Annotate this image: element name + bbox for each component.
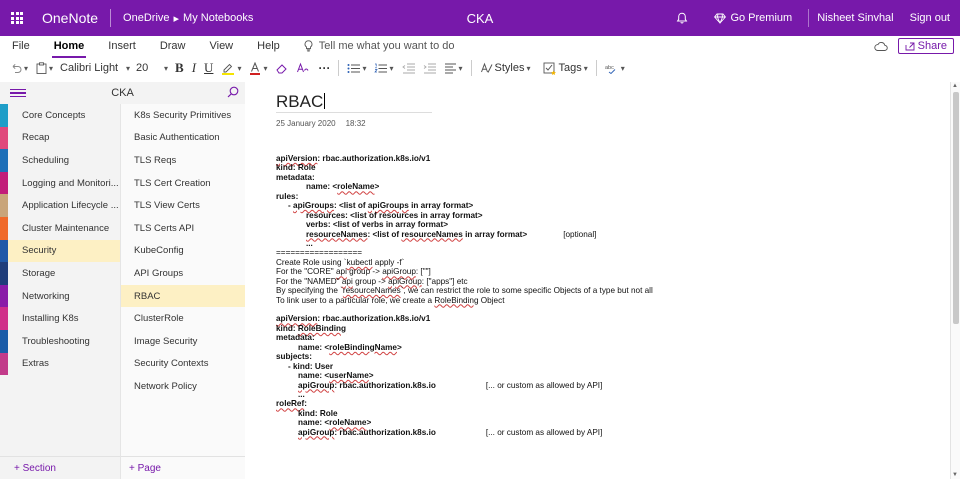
section-list — [0, 104, 120, 456]
breadcrumb-my-notebooks[interactable]: My Notebooks — [183, 12, 254, 24]
text-cursor — [324, 93, 325, 109]
tell-me-label: Tell me what you want to do — [318, 40, 455, 52]
note-text: group -> — [346, 267, 383, 277]
chevron-down-icon: ▾ — [583, 63, 588, 73]
add-section-button[interactable]: + Section — [0, 456, 120, 479]
hamburger-menu-icon[interactable] — [10, 89, 26, 98]
note-text: group -> — [352, 276, 389, 286]
note-text: - — [288, 201, 294, 211]
section-color-tab — [0, 149, 8, 172]
page-title[interactable]: RBAC — [276, 92, 324, 111]
note-line: verbs: <list of verbs in array format> — [306, 220, 448, 230]
tags-label: Tags — [558, 62, 582, 74]
section-item[interactable] — [0, 240, 120, 263]
add-page-button[interactable]: + Page — [120, 456, 245, 479]
note-text: roleName — [329, 418, 367, 428]
tab-insert[interactable]: Insert — [108, 40, 136, 52]
section-label: Storage — [22, 267, 56, 279]
page-date: 25 January 2020 — [276, 119, 336, 128]
header-divider — [110, 9, 111, 27]
section-label: Cluster Maintenance — [22, 222, 110, 234]
ribbon-divider — [471, 60, 472, 76]
chevron-down-icon: ▾ — [620, 63, 625, 73]
section-label: Recap — [22, 132, 50, 144]
chevron-down-icon: ▾ — [237, 63, 242, 73]
app-header — [0, 0, 960, 36]
page-item[interactable]: Network Policy — [134, 380, 197, 392]
page-timestamp — [276, 119, 366, 128]
note-text: RoleBinding — [297, 323, 347, 333]
paste-button[interactable] — [32, 57, 57, 79]
page-item[interactable]: ClusterRole — [134, 313, 184, 325]
section-item[interactable] — [0, 172, 120, 195]
section-label: Application Lifecycle ... — [22, 200, 119, 212]
ribbon-tabs — [0, 36, 960, 56]
app-launcher-button[interactable] — [4, 0, 30, 36]
ribbon-divider — [596, 60, 597, 76]
page-time: 18:32 — [345, 119, 366, 128]
chevron-down-icon: ▾ — [458, 63, 463, 73]
note-text: [optional] — [563, 229, 597, 239]
note-text: kubectl — [346, 257, 373, 267]
share-button[interactable] — [898, 38, 954, 54]
note-line — [276, 324, 653, 333]
note-line — [276, 286, 653, 295]
numbering-button[interactable] — [370, 57, 397, 79]
note-text: apiVersion — [276, 314, 318, 324]
note-line — [276, 428, 653, 437]
font-size-value: 20 — [136, 62, 149, 74]
note-text: apiGroup — [388, 276, 422, 286]
waffle-icon — [11, 12, 23, 24]
chevron-down-icon: ▾ — [24, 63, 29, 73]
note-line: rules: — [276, 191, 299, 201]
font-color-icon — [249, 62, 261, 75]
section-color-tab — [0, 330, 8, 353]
section-label: Installing K8s — [22, 313, 79, 325]
note-text: : <list of — [333, 201, 368, 211]
styles-icon — [480, 62, 493, 74]
align-icon — [444, 63, 457, 74]
section-color-tab — [0, 127, 8, 150]
diamond-icon — [714, 13, 726, 24]
note-text: Create Role using ` — [276, 257, 347, 267]
page-item[interactable]: TLS Reqs — [134, 154, 177, 166]
tab-home[interactable]: Home — [42, 36, 97, 56]
tell-me-search[interactable] — [304, 40, 455, 52]
decrease-indent-button[interactable] — [398, 57, 419, 79]
section-label: Scheduling — [22, 154, 70, 166]
chevron-down-icon: ▾ — [526, 63, 531, 73]
note-line — [276, 399, 653, 408]
note-line — [276, 277, 653, 286]
section-label: Extras — [22, 358, 49, 370]
chevron-down-icon: ▾ — [362, 63, 367, 73]
chevron-down-icon: ▾ — [263, 63, 268, 73]
go-premium-button[interactable] — [706, 0, 800, 36]
section-item[interactable] — [0, 262, 120, 285]
note-text: For the "CORE" — [276, 267, 336, 277]
page-item[interactable]: TLS View Certs — [134, 200, 200, 212]
section-label: Logging and Monitori... — [22, 177, 119, 189]
clipboard-icon — [36, 62, 47, 74]
note-text: apply -f` — [372, 257, 405, 267]
page-item[interactable]: Basic Authentication — [134, 132, 220, 144]
section-color-tab — [0, 194, 8, 217]
page-canvas[interactable] — [245, 82, 950, 479]
chevron-down-icon: ▾ — [126, 63, 131, 73]
sign-out-link[interactable]: Sign out — [909, 12, 950, 24]
note-text: > — [374, 182, 380, 192]
sync-status-icon[interactable] — [874, 41, 888, 52]
section-color-tab — [0, 104, 8, 127]
section-item[interactable] — [0, 330, 120, 353]
section-item[interactable] — [0, 353, 120, 376]
underline-button[interactable]: U — [204, 60, 214, 75]
section-item[interactable] — [0, 194, 120, 217]
note-text: : rbac.authorization.k8s.io — [334, 380, 436, 390]
section-color-tab — [0, 353, 8, 376]
note-text: name: < — [298, 418, 330, 428]
note-line — [276, 418, 653, 427]
ribbon-divider — [338, 60, 339, 76]
note-outline[interactable] — [276, 154, 653, 437]
note-text: apiGroup — [298, 427, 335, 437]
page-item[interactable]: K8s Security Primitives — [134, 109, 232, 121]
note-text: in array format> — [408, 201, 474, 211]
chevron-down-icon: ▾ — [49, 63, 54, 73]
page-list — [120, 104, 245, 456]
note-line: kind: Role — [298, 408, 338, 418]
font-color-button[interactable] — [245, 57, 271, 79]
notebook-name: CKA — [111, 87, 134, 99]
tag-checkbox-icon — [543, 62, 557, 75]
title-underline — [276, 112, 432, 113]
section-color-tab — [0, 240, 8, 263]
note-line: ... — [306, 238, 313, 248]
breadcrumb-onedrive[interactable]: OneDrive — [123, 12, 170, 24]
numbered-list-icon — [374, 63, 387, 74]
note-line — [276, 201, 653, 210]
highlight-button[interactable] — [217, 57, 245, 79]
chevron-down-icon: ▾ — [164, 63, 169, 73]
increase-indent-button[interactable] — [419, 57, 440, 79]
note-text: : — [304, 399, 307, 409]
note-text: resourceNames — [401, 229, 463, 239]
note-line: metadata: — [276, 333, 315, 343]
note-text: apiGroup — [382, 267, 416, 277]
note-text: in array format> — [462, 229, 528, 239]
page-item[interactable]: API Groups — [134, 267, 184, 279]
styles-label: Styles — [494, 62, 525, 74]
go-premium-label: Go Premium — [730, 12, 793, 24]
note-text: By specifying the ` — [276, 286, 343, 296]
note-text: To link user to a particular role, we create a — [276, 295, 435, 305]
note-text: roleRef — [276, 399, 305, 409]
section-item[interactable] — [0, 307, 120, 330]
note-text: name: < — [306, 182, 338, 192]
tab-draw[interactable]: Draw — [159, 40, 186, 52]
notifications-button[interactable] — [668, 0, 696, 36]
scroll-down-icon[interactable]: ▼ — [952, 472, 958, 478]
note-text: name: < — [298, 342, 330, 352]
note-text: api — [335, 267, 347, 277]
paragraph-alignment-button[interactable] — [440, 57, 467, 79]
font-family-value: Calibri Light — [60, 62, 119, 74]
highlighter-icon — [221, 62, 235, 75]
section-color-tab — [0, 217, 8, 240]
note-line: subjects: — [276, 352, 312, 362]
page-item[interactable]: KubeConfig — [134, 245, 184, 257]
note-line — [276, 258, 653, 267]
share-label: Share — [917, 40, 947, 52]
note-text: > — [368, 371, 374, 381]
note-text: name: < — [298, 371, 330, 381]
section-label: Networking — [22, 290, 70, 302]
tags-button[interactable] — [539, 57, 592, 79]
note-line — [276, 314, 653, 323]
note-line: ================== — [276, 248, 363, 258]
page-item[interactable]: TLS Certs API — [134, 222, 195, 234]
note-text: : [""] — [415, 267, 431, 277]
note-text: apiGroups — [293, 201, 334, 211]
spelling-button[interactable] — [601, 57, 629, 79]
page-item[interactable]: RBAC — [121, 285, 245, 308]
note-text: Object — [478, 295, 505, 305]
note-text: resourceNames — [342, 286, 401, 296]
font-size-select[interactable] — [133, 57, 171, 79]
note-text: : rbac.authorization.k8s.io — [334, 427, 436, 437]
note-text: > — [366, 418, 372, 428]
page-item[interactable]: Image Security — [134, 335, 198, 347]
chevron-down-icon: ▾ — [389, 63, 394, 73]
navigation-header — [0, 82, 245, 104]
text-effects-button[interactable] — [292, 57, 314, 79]
bold-button[interactable]: B — [175, 60, 184, 75]
section-item[interactable] — [0, 285, 120, 308]
note-line — [276, 343, 653, 352]
lightbulb-icon — [304, 40, 313, 52]
text-effects-icon — [296, 62, 310, 74]
section-item[interactable] — [0, 104, 120, 127]
tab-view[interactable]: View — [209, 40, 234, 52]
note-text: : rbac.authorization.k8s.io/v1 — [317, 154, 431, 163]
undo-button[interactable] — [6, 57, 32, 79]
bullets-button[interactable] — [343, 57, 370, 79]
note-text: [... or custom as allowed by API] — [485, 427, 603, 437]
blank-line — [276, 305, 653, 314]
scroll-up-icon[interactable]: ▲ — [952, 83, 958, 89]
breadcrumb — [123, 12, 253, 25]
bell-icon — [676, 12, 688, 24]
styles-button[interactable] — [476, 57, 535, 79]
note-line — [276, 182, 653, 191]
note-text: apiGroup — [298, 380, 335, 390]
account-name[interactable]: Nisheet Sinvhal — [817, 12, 894, 24]
note-text: > — [396, 342, 402, 352]
scrollbar-thumb[interactable] — [953, 92, 959, 324]
page-item[interactable]: Security Contexts — [134, 358, 209, 370]
note-line — [276, 230, 653, 239]
note-text: apiGroups — [367, 201, 409, 211]
notebook-title: CKA — [466, 10, 494, 26]
section-color-tab — [0, 172, 8, 195]
note-line: resources: <list of resources in array format> — [306, 210, 483, 220]
ribbon-toolbar — [0, 56, 960, 80]
section-color-tab — [0, 262, 8, 285]
note-text: roleName — [337, 182, 375, 192]
note-line — [276, 381, 653, 390]
tab-file[interactable]: File — [12, 40, 30, 52]
note-line: kind: Role — [276, 163, 316, 173]
note-text: [... or custom as allowed by API] — [485, 380, 603, 390]
page-item[interactable]: TLS Cert Creation — [134, 177, 211, 189]
note-text: : ["apps"] etc — [421, 276, 468, 286]
outdent-icon — [402, 63, 415, 74]
note-text: For the "NAMED" — [276, 276, 342, 286]
note-text: resourceNames — [306, 229, 368, 239]
bullet-list-icon — [347, 63, 360, 74]
note-text: userName — [329, 371, 369, 381]
section-label: Troubleshooting — [22, 335, 90, 347]
tab-help[interactable]: Help — [257, 40, 280, 52]
eraser-icon — [275, 63, 288, 74]
share-icon — [905, 42, 915, 51]
note-line: - kind: User — [288, 361, 334, 371]
font-family-select[interactable] — [57, 57, 133, 79]
svg-text:abc: abc — [604, 64, 614, 71]
section-item[interactable] — [0, 127, 120, 150]
note-text: api — [341, 276, 353, 286]
app-name[interactable]: OneNote — [42, 10, 99, 26]
note-text: apiVersion — [276, 154, 318, 163]
note-text: `, we can restrict the role to some specific Objects of a type but not all — [400, 286, 653, 296]
note-line: metadata: — [276, 172, 315, 182]
note-line — [276, 154, 653, 163]
section-label: Security — [22, 245, 57, 257]
clear-formatting-button[interactable] — [271, 57, 292, 79]
section-item[interactable] — [0, 217, 120, 240]
indent-icon — [423, 63, 436, 74]
section-label: Core Concepts — [22, 109, 86, 121]
breadcrumb-separator-icon: ▸ — [173, 12, 180, 25]
note-text: : <list of — [367, 229, 402, 239]
note-text: kind: — [276, 323, 298, 333]
section-color-tab — [0, 307, 8, 330]
section-color-tab — [0, 285, 8, 308]
note-line — [276, 267, 653, 276]
undo-icon — [10, 63, 22, 73]
note-line: ... — [298, 389, 305, 399]
note-line — [276, 296, 653, 305]
spelling-icon — [605, 63, 619, 74]
more-options-button[interactable]: ··· — [318, 61, 331, 75]
note-line — [276, 371, 653, 380]
note-text: RoleBinding — [434, 295, 479, 305]
note-text: : rbac.authorization.k8s.io/v1 — [317, 314, 431, 324]
note-text: roleBindingName — [329, 342, 397, 352]
vertical-scrollbar[interactable] — [950, 82, 960, 479]
search-icon[interactable] — [227, 86, 239, 98]
italic-button[interactable]: I — [191, 60, 197, 75]
section-item[interactable] — [0, 149, 120, 172]
